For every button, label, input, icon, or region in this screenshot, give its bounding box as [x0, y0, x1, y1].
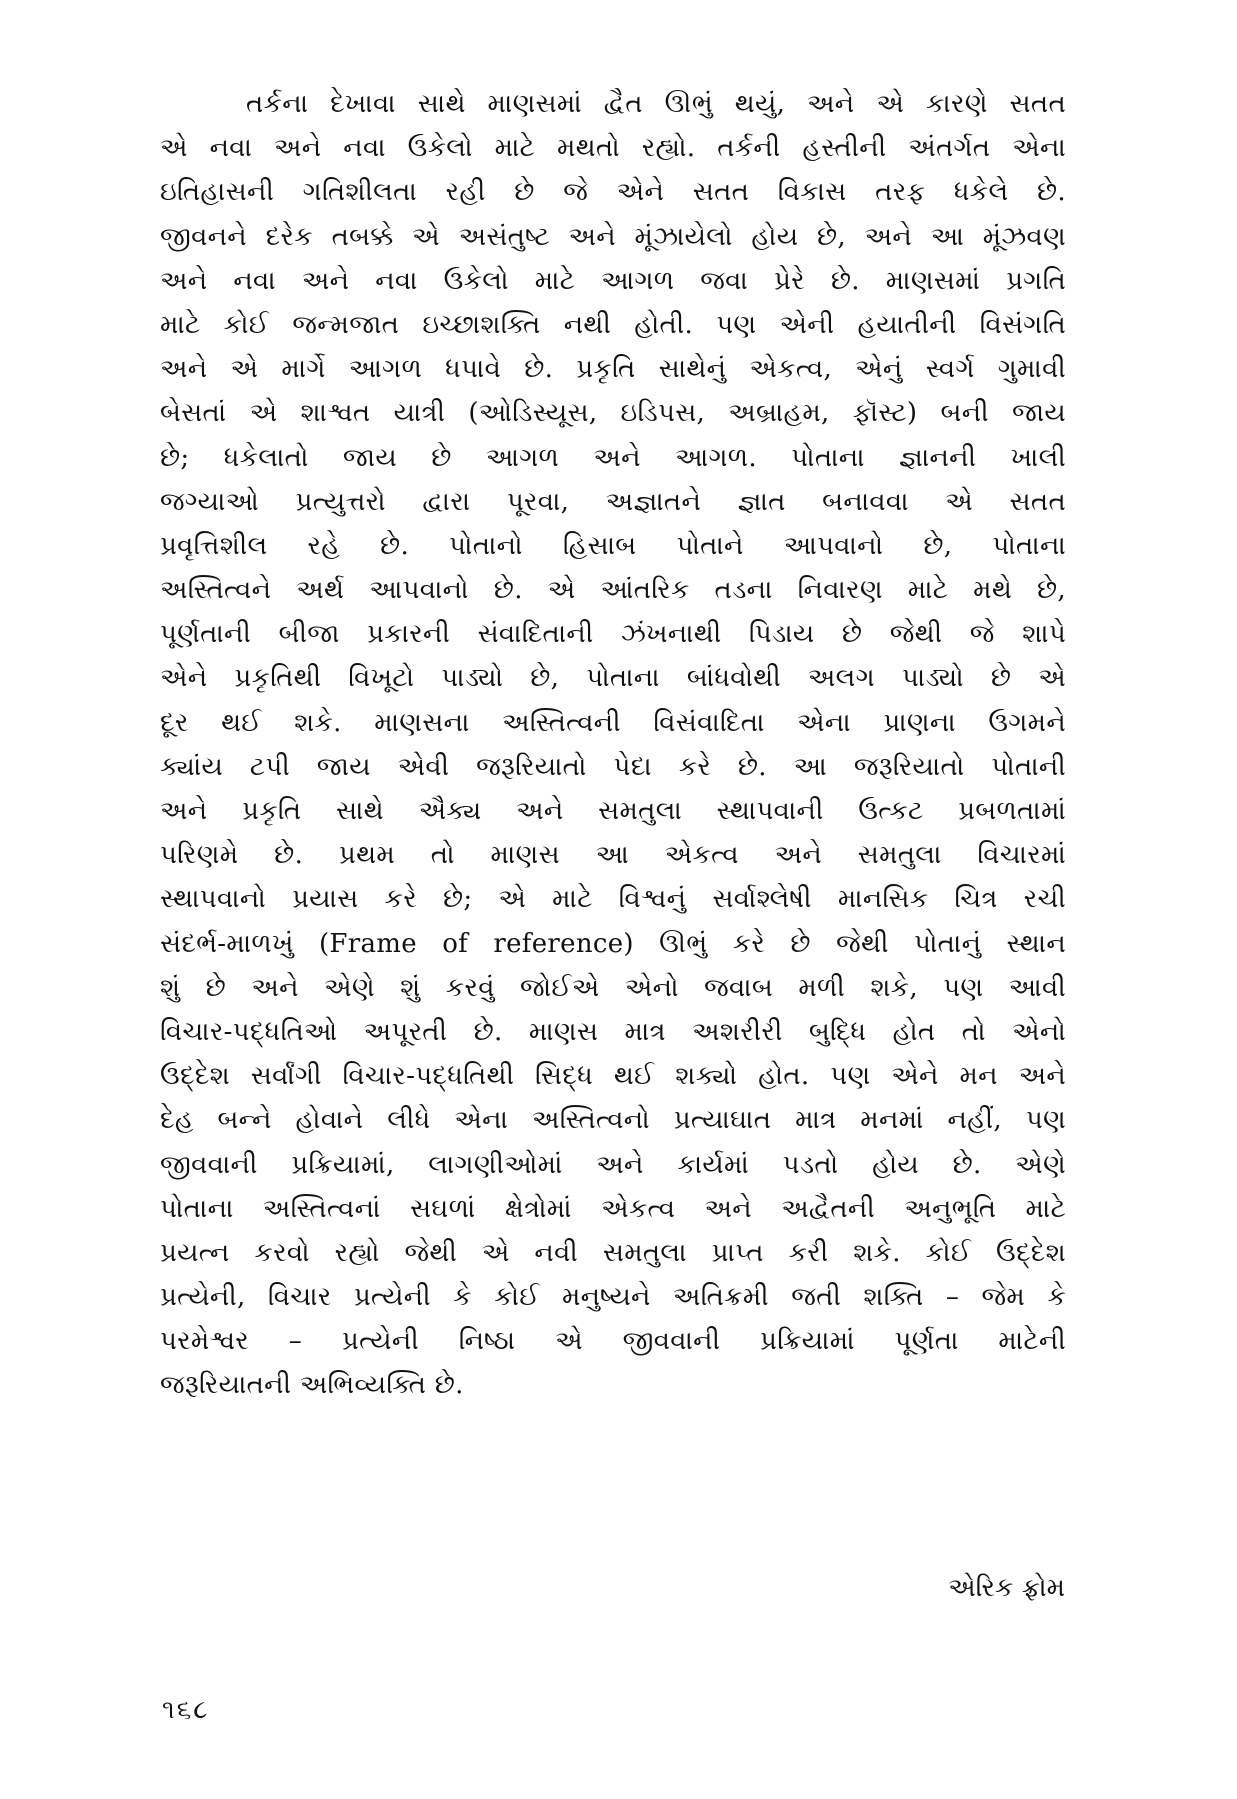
- text-line: એને પ્રકૃતિથી વિખૂટો પાડ્યો છે, પોતાના બાંધવોથી અલગ પાડ્યો છે એ: [160, 663, 1066, 694]
- text-line: માટે કોઈ જન્મજાત ઇચ્છાશક્તિ નથી હોતી. પણ એની હયાતીની વિસંગતિ: [160, 309, 1066, 340]
- text-line: ક્યાંય ટપી જાય એવી જરૂરિયાતો પેદા કરે છે. આ જરૂરિયાતો પોતાની: [160, 751, 1066, 782]
- text-line: અસ્તિત્વને અર્થ આપવાનો છે. એ આંતરિક તડના નિવારણ માટે મથે છે,: [160, 575, 1066, 606]
- text-line: જીવવાની પ્રક્રિયામાં, લાગણીઓમાં અને કાર્યમાં પડતો હોય છે. એણે: [160, 1149, 1066, 1180]
- body-paragraph: [160, 82, 1066, 1408]
- text-line: પરમેશ્વર – પ્રત્યેની નિષ્ઠા એ જીવવાની પ્રક્રિયામાં પૂર્ણતા માટેની: [160, 1326, 1066, 1357]
- text-line: સ્થાપવાનો પ્રયાસ કરે છે; એ માટે વિશ્વનું સર્વાશ્લેષી માનસિક ચિત્ર રચી: [160, 884, 1066, 915]
- text-line: જગ્યાઓ પ્રત્યુત્તરો દ્વારા પૂરવા, અજ્ઞાતને જ્ઞાત બનાવવા એ સતત: [160, 486, 1066, 517]
- text-line: એ નવા અને નવા ઉકેલો માટે મથતો રહ્યો. તર્કની હસ્તીની અંતર્ગત એના: [160, 133, 1066, 164]
- text-line: જીવનને દરેક તબક્કે એ અસંતુષ્ટ અને મૂંઝાયેલો હોય છે, અને આ મૂંઝવણ: [160, 221, 1066, 252]
- text-line: ઇતિહાસની ગતિશીલતા રહી છે જે એને સતત વિકાસ તરફ ધકેલે છે.: [160, 177, 1066, 208]
- text-line: બેસતાં એ શાશ્વત યાત્રી (ઓડિસ્યૂસ, ઇડિપસ, અબ્રાહમ, ફૉસ્ટ) બની જાય: [160, 398, 1066, 429]
- text-line: જરૂરિયાતની અભિવ્યક્તિ છે.: [160, 1370, 464, 1401]
- text-line: પ્રયત્ન કરવો રહ્યો જેથી એ નવી સમતુલા પ્રાપ્ત કરી શકે. કોઈ ઉદ્દેશ: [160, 1237, 1066, 1268]
- text-line: પોતાના અસ્તિત્વનાં સઘળાં ક્ષેત્રોમાં એકત્વ અને અદ્વૈતની અનુભૂતિ માટે: [160, 1193, 1066, 1224]
- text-line: અને નવા અને નવા ઉકેલો માટે આગળ જવા પ્રેરે છે. માણસમાં પ્રગતિ: [160, 265, 1066, 296]
- text-line: શું છે અને એણે શું કરવું જોઈએ એનો જવાબ મળી શકે, પણ આવી: [160, 972, 1066, 1003]
- text-line: સંદર્ભ-માળખું (Frame of reference) ઊભું કરે છે જેથી પોતાનું સ્થાન: [160, 928, 1066, 959]
- text-line: વિચાર-પદ્ધતિઓ અપૂરતી છે. માણસ માત્ર અશરીરી બુદ્ધિ હોત તો એનો: [160, 1016, 1066, 1047]
- text-line: અને એ માર્ગે આગળ ધપાવે છે. પ્રકૃતિ સાથેનું એકત્વ, એનું સ્વર્ગ ગુમાવી: [160, 354, 1066, 385]
- text-line: અને પ્રકૃતિ સાથે ઐક્ય અને સમતુલા સ્થાપવાની ઉત્કટ પ્રબળતામાં: [160, 796, 1066, 826]
- author-signature: એરિક ફ્રોમ: [948, 1573, 1065, 1603]
- text-line: પરિણમે છે. પ્રથમ તો માણસ આ એકત્વ અને સમતુલા વિચારમાં: [160, 840, 1066, 871]
- page-number: ૧૬૮: [162, 1695, 210, 1725]
- text-line: છે; ધકેલાતો જાય છે આગળ અને આગળ. પોતાના જ્ઞાનની ખાલી: [160, 442, 1066, 473]
- text-line: પ્રવૃત્તિશીલ રહે છે. પોતાનો હિસાબ પોતાને આપવાનો છે, પોતાના: [160, 530, 1066, 561]
- text-line: ઉદ્દેશ સર્વાંગી વિચાર-પદ્ધતિથી સિદ્ધ થઈ શક્યો હોત. પણ એને મન અને: [160, 1061, 1066, 1092]
- text-line: પૂર્ણતાની બીજા પ્રકારની સંવાદિતાની ઝંખનાથી પિડાય છે જેથી જે શાપે: [160, 619, 1066, 650]
- text-line: દેહ બન્ને હોવાને લીધે એના અસ્તિત્વનો પ્રત્યાઘાત માત્ર મનમાં નહીં, પણ: [160, 1105, 1066, 1136]
- text-line: પ્રત્યેની, વિચાર પ્રત્યેની કે કોઈ મનુષ્યને અતિક્રમી જતી શક્તિ – જેમ કે: [160, 1282, 1066, 1313]
- text-line: તર્કના દેખાવા સાથે માણસમાં દ્વૈત ઊભું થયું, અને એ કારણે સતત: [246, 89, 1066, 119]
- text-line: દૂર થઈ શકે. માણસના અસ્તિત્વની વિસંવાદિતા એના પ્રાણના ઉગમને: [160, 707, 1066, 738]
